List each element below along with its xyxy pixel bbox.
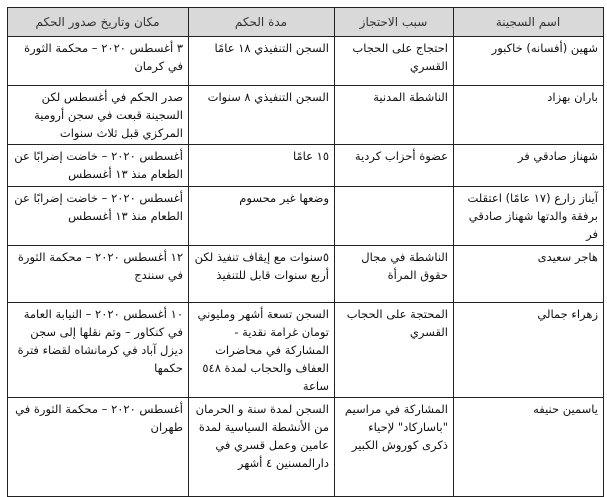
cell-name: باران بهزاد	[454, 86, 604, 145]
cell-reason: المشاركة في مراسيم "باساركاد" لإحياء ذكرى كوروش الكبير	[335, 398, 454, 497]
cell-name: زهراء جمالي	[454, 303, 604, 398]
cell-name: آيناز زارع (١٧ عامًا) اعتقلت برفقة والدتها شهناز صادقي فر	[454, 187, 604, 246]
cell-name: هاجر سعيدى	[454, 246, 604, 303]
table-row	[8, 86, 604, 145]
cell-place: أغسطس ٢٠٢٠ – محكمة الثورة في طهران	[8, 398, 189, 497]
cell-place: أغسطس ٢٠٢٠ – خاضت إضرابًا عن الطعام منذ ١٣ أغسطس	[8, 145, 189, 187]
table-row	[8, 145, 604, 187]
cell-name: شهناز صادقي فر	[454, 145, 604, 187]
header-place-date: مكان وتاريخ صدور الحكم	[8, 8, 189, 37]
cell-reason: الناشطة في مجال حقوق المرأة	[335, 246, 454, 303]
header-sentence: مدة الحكم	[189, 8, 335, 37]
table-row	[8, 187, 604, 246]
cell-reason: الناشطة المدنية	[335, 86, 454, 145]
prisoners-table	[7, 7, 604, 497]
cell-sentence: ١٥ عامًا	[189, 145, 335, 187]
cell-reason	[335, 187, 454, 246]
cell-place: صدر الحكم في أغسطس لكن السجينة قبعت في سجن أرومية المركزي قبل ثلاث سنوات	[8, 86, 189, 145]
cell-sentence: وضعها غير محسوم	[189, 187, 335, 246]
cell-place: أغسطس ٢٠٢٠ – خاضت إضرابًا عن الطعام منذ ١٣ أغسطس	[8, 187, 189, 246]
cell-sentence: ٥سنوات مع إيقاف تنفيذ لكن أربع سنوات قابل للتنفيذ	[189, 246, 335, 303]
cell-sentence: السجن التنفيذي ١٨ عامًا	[189, 37, 335, 86]
cell-sentence: السجن لمدة سنة و الحرمان من الأنشطة السياسية لمدة عامين وعمل قسري في دارالمسنين ٤ أشهر	[189, 398, 335, 497]
table-row	[8, 37, 604, 86]
table-row	[8, 246, 604, 303]
header-name: اسم السجينة	[454, 8, 604, 37]
cell-sentence: السجن التنفيذي ٨ سنوات	[189, 86, 335, 145]
cell-place: ١٠ أغسطس ٢٠٢٠ – النيابة العامة في كنكاور – وتم نقلها إلى سجن ديزل آباد في كرمانشاه لقضاء فترة حكمها	[8, 303, 189, 398]
cell-reason: احتجاج على الحجاب القسري	[335, 37, 454, 86]
cell-reason: عضوة أحزاب كردية	[335, 145, 454, 187]
cell-place: ٣ أغسطس ٢٠٢٠ – محكمة الثورة في كرمان	[8, 37, 189, 86]
header-row	[8, 8, 604, 37]
cell-place: ١٢ أغسطس ٢٠٢٠ – محكمة الثورة في سنندج	[8, 246, 189, 303]
cell-reason: المحتجة على الحجاب القسري	[335, 303, 454, 398]
cell-sentence: السجن تسعة أشهر ومليوني تومان غرامة نقدية - المشاركة في محاضرات العفاف والحجاب لمدة ٥٤٨ ساعة	[189, 303, 335, 398]
cell-name: شهين (أفسانه) خاكبور	[454, 37, 604, 86]
cell-name: ياسمين حنيفه	[454, 398, 604, 497]
header-reason: سبب الاحتجاز	[335, 8, 454, 37]
table-row	[8, 303, 604, 398]
